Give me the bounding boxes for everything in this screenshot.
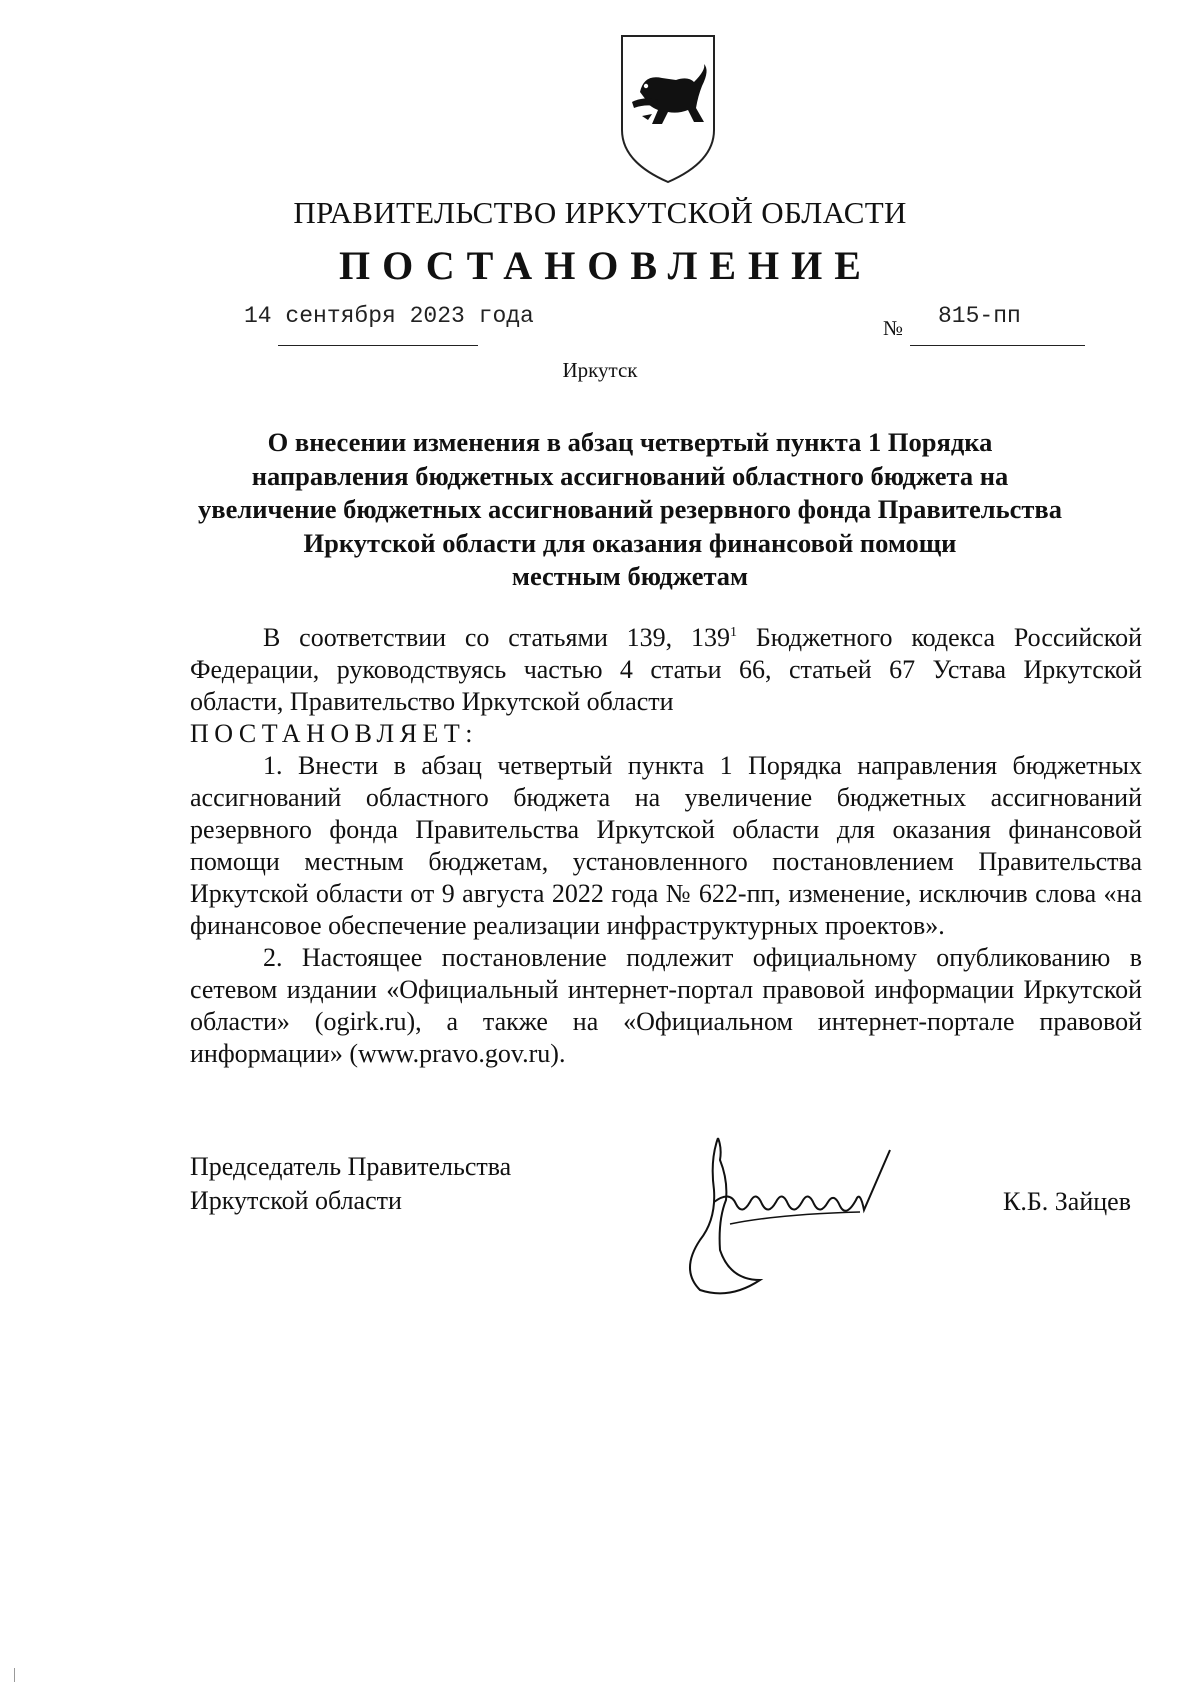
title-line: направления бюджетных ассигнований областного бюджета на — [251, 460, 1009, 491]
document-number: 815-пп — [938, 303, 1021, 329]
irkutsk-coat-of-arms-icon — [618, 30, 718, 186]
preamble-paragraph — [190, 622, 1142, 718]
document-type: ПОСТАНОВЛЕНИЕ — [339, 243, 873, 288]
number-label: № — [883, 316, 904, 340]
decree-word: ПОСТАНОВЛЯЕТ: — [190, 719, 478, 748]
signatory-position — [190, 1150, 511, 1218]
title-line: увеличение бюджетных ассигнований резервного фонда Правительства — [198, 494, 1062, 524]
title-line: Иркутской области для оказания финансовой помощи — [303, 527, 957, 558]
article-superscript: 1 — [730, 625, 737, 640]
preamble-text: В соответствии со статьями 139, 139 — [263, 623, 730, 652]
number-underline — [910, 345, 1085, 346]
item-2-paragraph: 2. Настоящее постановление подлежит официальному опубликованию в сетевом издании «Официальный интернет-портал правовой информации Иркутской области» (ogirk.ru), а также на «Официальном интернет-портале правовой информации» (www.pravo.gov.ru). — [190, 943, 1142, 1068]
scan-margin-mark — [14, 1668, 15, 1682]
document-date: 14 сентября 2023 года — [244, 303, 534, 329]
document-city: Иркутск — [562, 358, 638, 382]
document-body — [190, 622, 1142, 1070]
organization-name: ПРАВИТЕЛЬСТВО ИРКУТСКОЙ ОБЛАСТИ — [293, 195, 907, 230]
position-line: Председатель Правительства — [190, 1152, 512, 1181]
document-title — [180, 426, 1080, 594]
handwritten-signature-icon — [670, 1130, 930, 1300]
preamble-text-continued: Бюджетного кодекса Российской Федерации, руководствуясь частью 4 статьи 66, статьей 67 Устава Иркутской области, Правительство Иркутской области — [190, 623, 1142, 716]
title-line: местным бюджетам — [511, 561, 749, 591]
item-1-paragraph: 1. Внести в абзац четвертый пункта 1 Порядка направления бюджетных ассигнований областного бюджета на увеличение бюджетных ассигнований резервного фонда Правительства Иркутской области для оказания финансовой помощи местным бюджетам, установленного постановлением Правительства Иркутской области от 9 августа 2022 года № 622-пп, изменение, исключив слова «на финансовое обеспечение реализации инфраструктурных проектов». — [190, 751, 1142, 940]
date-underline — [278, 345, 478, 346]
signatory-name: К.Б. Зайцев — [1003, 1187, 1131, 1216]
title-line: О внесении изменения в абзац четвертый пункта 1 Порядка — [267, 427, 993, 457]
position-line: Иркутской области — [190, 1186, 402, 1215]
